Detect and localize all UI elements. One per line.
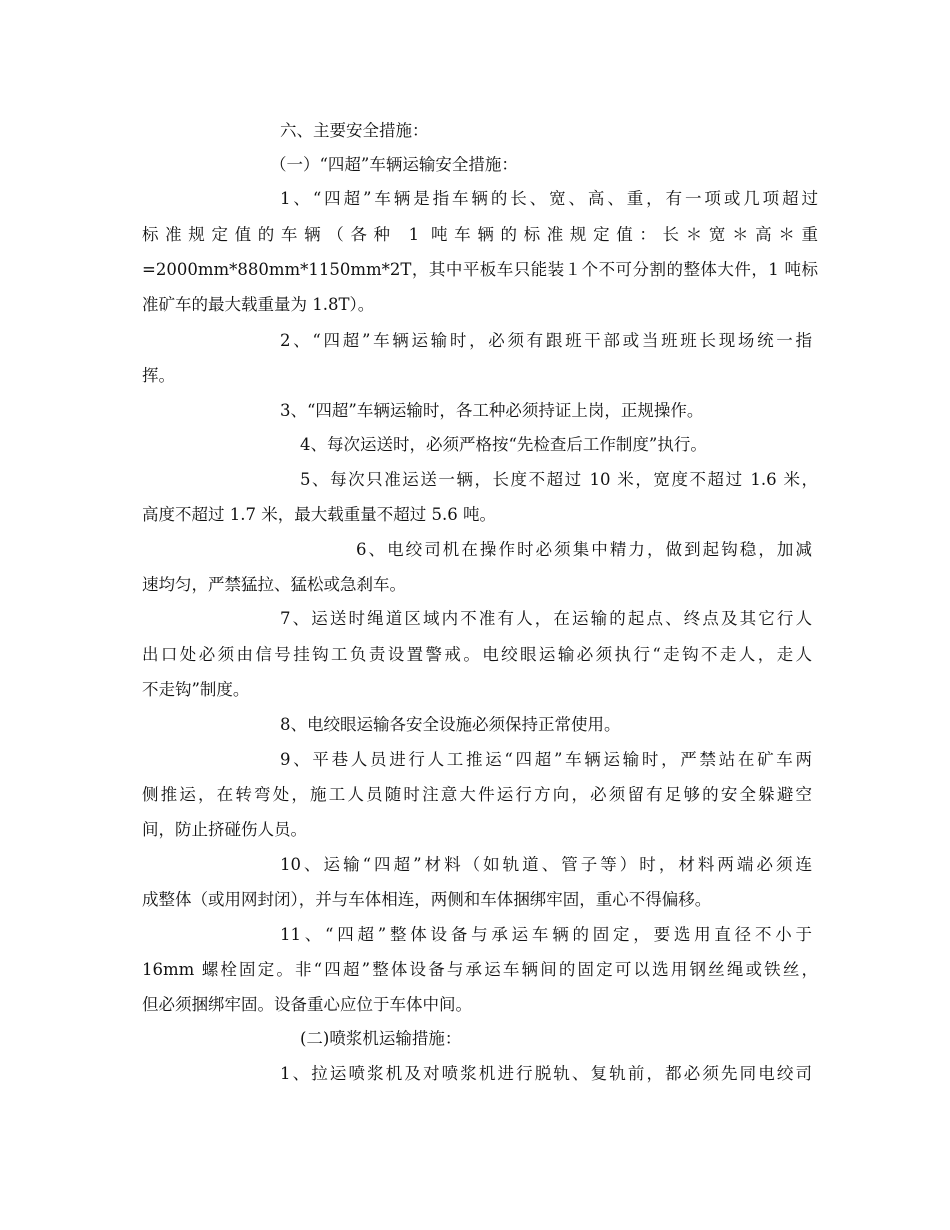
paragraph-line: 准矿车的最大载重量为 1.8T）。: [142, 295, 375, 314]
paragraph-line: 1、“四超”车辆是指车辆的长、宽、高、重，有一项或几项超过: [280, 189, 818, 208]
paragraph-line: 9、平巷人员进行人工推运“四超”车辆运输时，严禁站在矿车两: [280, 750, 812, 769]
paragraph-line: 4、每次运送时，必须严格按“先检查后工作制度”执行。: [300, 435, 707, 454]
paragraph-line: 高度不超过 1.7 米，最大载重量不超过 5.6 吨。: [142, 505, 496, 524]
paragraph-line: 挥。: [142, 366, 175, 385]
paragraph-line: 5、每次只准运送一辆，长度不超过 10 米，宽度不超过 1.6 米，: [300, 470, 818, 489]
paragraph-line: 间，防止挤碰伤人员。: [142, 820, 307, 839]
paragraph-line: 但必须捆绑牢固。设备重心应位于车体中间。: [142, 995, 472, 1014]
paragraph-line: 1、拉运喷浆机及对喷浆机进行脱轨、复轨前，都必须先同电绞司: [280, 1064, 812, 1083]
paragraph-line: 11、“四超”整体设备与承运车辆的固定，要选用直径不小于: [280, 925, 812, 944]
paragraph-line: 成整体（或用网封闭），并与车体相连，两侧和车体捆绑牢固，重心不得偏移。: [142, 890, 712, 909]
paragraph-line: 8、电绞眼运输各安全设施必须保持正常使用。: [280, 715, 621, 734]
paragraph-line: 出口处必须由信号挂钩工负责设置警戒。电绞眼运输必须执行“走钩不走人，走人: [142, 645, 812, 664]
paragraph-line: 标准规定值的车辆（各种 1 吨车辆的标准规定值：长＊宽＊高＊重: [142, 225, 818, 244]
paragraph-line: 不走钩”制度。: [142, 680, 250, 699]
subsection-heading: (二)喷浆机运输措施：: [300, 1029, 462, 1048]
paragraph-line: 7、运送时绳道区域内不准有人，在运输的起点、终点及其它行人: [280, 609, 812, 628]
section-heading: 六、主要安全措施：: [280, 121, 429, 140]
paragraph-line: 10、运输“四超”材料（如轨道、管子等）时，材料两端必须连: [280, 855, 812, 874]
paragraph-line: 侧推运，在转弯处，施工人员随时注意大件运行方向，必须留有足够的安全躲避空: [142, 785, 812, 804]
subsection-heading: （一）“四超”车辆运输安全措施：: [270, 155, 518, 174]
paragraph-line: 2、“四超”车辆运输时，必须有跟班干部或当班班长现场统一指: [280, 331, 812, 350]
paragraph-line: =2000mm*880mm*1150mm*2T，其中平板车只能装１个不可分割的整体大件，1 吨标: [142, 260, 818, 279]
paragraph-line: 16mm 螺栓固定。非“四超”整体设备与承运车辆间的固定可以选用钢丝绳或铁丝，: [142, 960, 818, 979]
paragraph-line: 6、电绞司机在操作时必须集中精力，做到起钩稳，加减: [356, 540, 812, 559]
paragraph-line: 速均匀，严禁猛拉、猛松或急刹车。: [142, 575, 406, 594]
paragraph-line: 3、“四超”车辆运输时，各工种必须持证上岗，正规操作。: [280, 401, 704, 420]
